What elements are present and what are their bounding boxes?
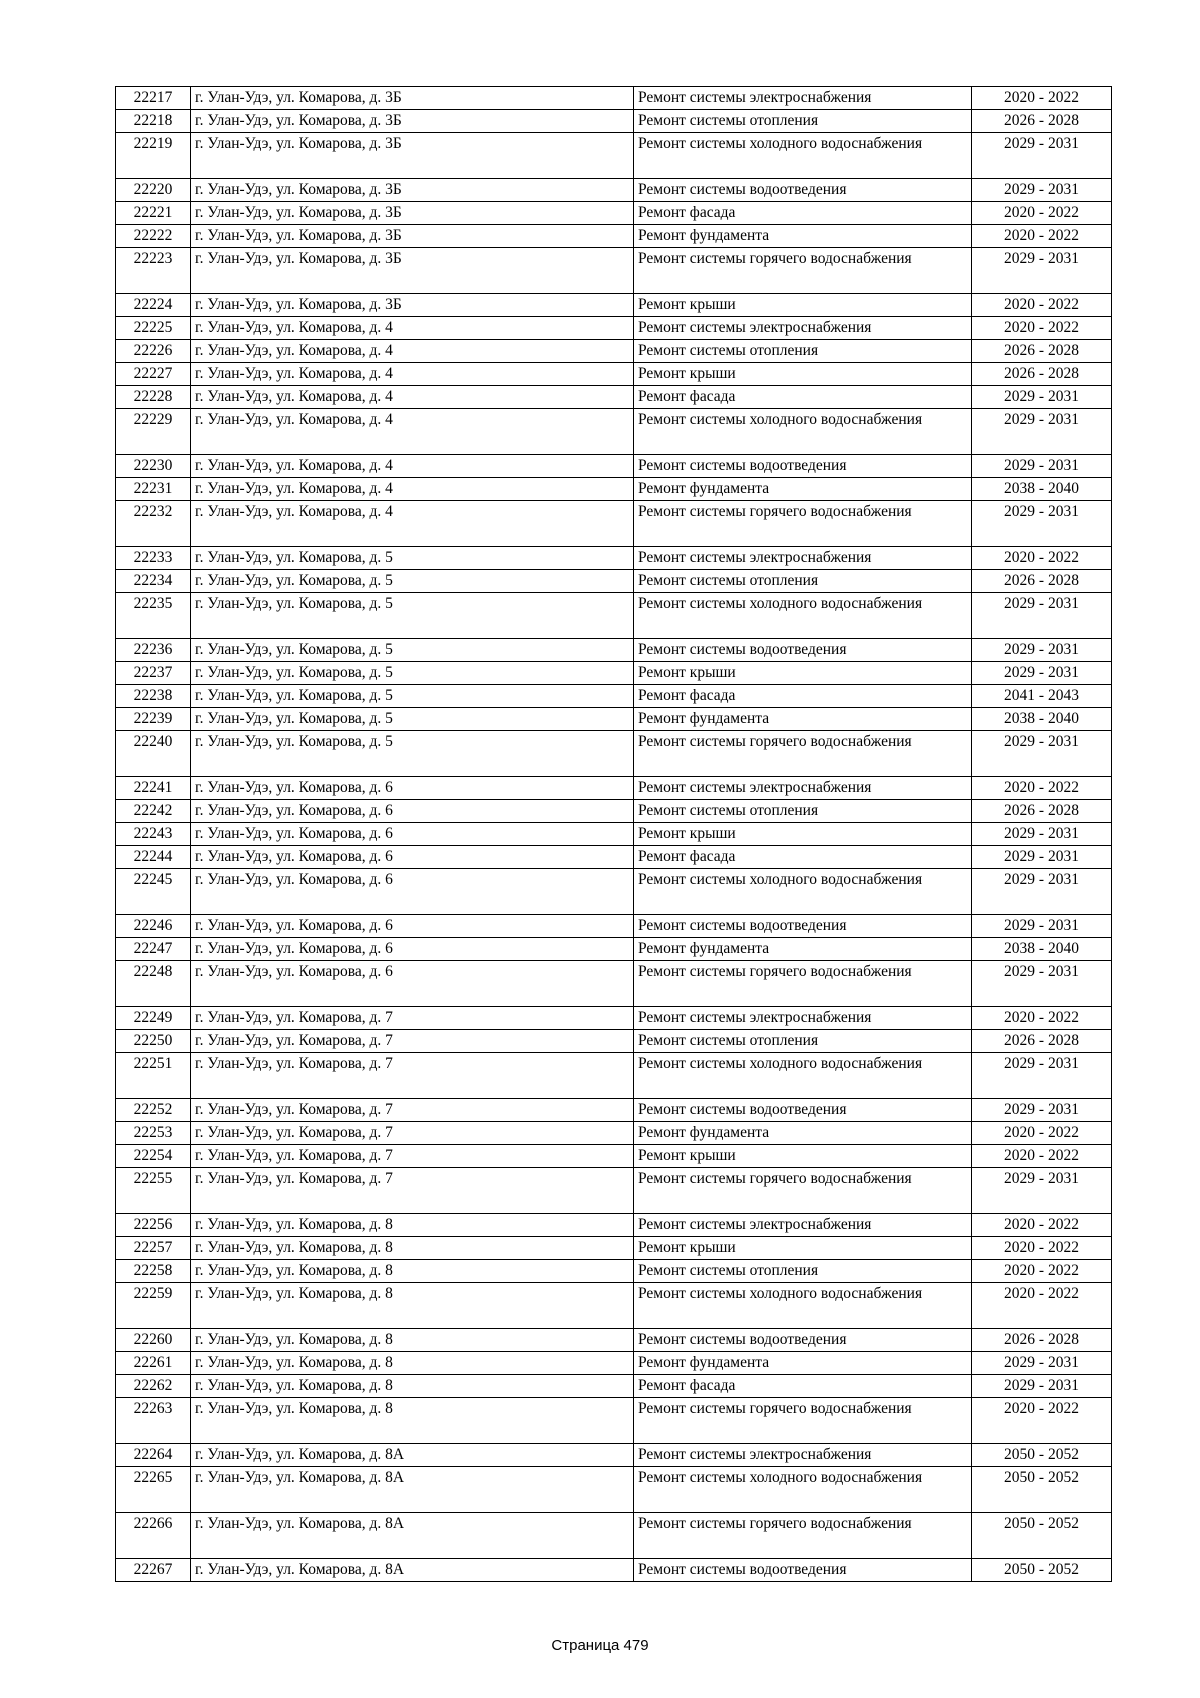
row-number-cell: 22240 [116,731,191,777]
table-row [116,1329,1112,1352]
period-cell: 2020 - 2022 [972,294,1112,317]
row-number-cell: 22267 [116,1559,191,1582]
period-cell: 2026 - 2028 [972,110,1112,133]
row-number-cell: 22234 [116,570,191,593]
work-type-cell: Ремонт крыши [634,662,972,685]
row-number-cell: 22224 [116,294,191,317]
address-cell: г. Улан-Удэ, ул. Комарова, д. 4 [191,501,634,547]
table-row [116,823,1112,846]
row-number-cell: 22261 [116,1352,191,1375]
row-number-cell: 22242 [116,800,191,823]
address-cell: г. Улан-Удэ, ул. Комарова, д. 3Б [191,133,634,179]
period-cell: 2041 - 2043 [972,685,1112,708]
row-number-cell: 22228 [116,386,191,409]
period-cell: 2020 - 2022 [972,225,1112,248]
table-row [116,1214,1112,1237]
row-number-cell: 22257 [116,1237,191,1260]
address-cell: г. Улан-Удэ, ул. Комарова, д. 4 [191,363,634,386]
address-cell: г. Улан-Удэ, ул. Комарова, д. 8 [191,1352,634,1375]
work-type-cell: Ремонт системы горячего водоснабжения [634,248,972,294]
address-cell: г. Улан-Удэ, ул. Комарова, д. 8А [191,1444,634,1467]
table-row [116,1007,1112,1030]
period-cell: 2029 - 2031 [972,1099,1112,1122]
row-number-cell: 22265 [116,1467,191,1513]
address-cell: г. Улан-Удэ, ул. Комарова, д. 4 [191,317,634,340]
work-type-cell: Ремонт системы электроснабжения [634,87,972,110]
table-row [116,662,1112,685]
period-cell: 2029 - 2031 [972,386,1112,409]
address-cell: г. Улан-Удэ, ул. Комарова, д. 3Б [191,225,634,248]
table-row [116,179,1112,202]
work-type-cell: Ремонт системы отопления [634,1030,972,1053]
address-cell: г. Улан-Удэ, ул. Комарова, д. 8 [191,1283,634,1329]
period-cell: 2020 - 2022 [972,547,1112,570]
work-type-cell: Ремонт системы водоотведения [634,455,972,478]
work-type-cell: Ремонт фундамента [634,225,972,248]
period-cell: 2029 - 2031 [972,846,1112,869]
address-cell: г. Улан-Удэ, ул. Комарова, д. 6 [191,869,634,915]
address-cell: г. Улан-Удэ, ул. Комарова, д. 5 [191,547,634,570]
work-type-cell: Ремонт системы водоотведения [634,915,972,938]
address-cell: г. Улан-Удэ, ул. Комарова, д. 7 [191,1145,634,1168]
work-type-cell: Ремонт фундамента [634,708,972,731]
row-number-cell: 22221 [116,202,191,225]
period-cell: 2029 - 2031 [972,501,1112,547]
table-row [116,1168,1112,1214]
work-type-cell: Ремонт системы электроснабжения [634,1214,972,1237]
table-row [116,800,1112,823]
table-row [116,1122,1112,1145]
period-cell: 2020 - 2022 [972,1398,1112,1444]
row-number-cell: 22226 [116,340,191,363]
table-row [116,110,1112,133]
work-type-cell: Ремонт системы горячего водоснабжения [634,961,972,1007]
work-type-cell: Ремонт системы холодного водоснабжения [634,1467,972,1513]
table-row [116,777,1112,800]
address-cell: г. Улан-Удэ, ул. Комарова, д. 6 [191,800,634,823]
address-cell: г. Улан-Удэ, ул. Комарова, д. 5 [191,662,634,685]
period-cell: 2026 - 2028 [972,340,1112,363]
table-row [116,547,1112,570]
work-type-cell: Ремонт крыши [634,1237,972,1260]
repair-schedule-table [115,86,1112,1582]
table-row [116,1145,1112,1168]
work-type-cell: Ремонт системы электроснабжения [634,547,972,570]
address-cell: г. Улан-Удэ, ул. Комарова, д. 5 [191,685,634,708]
period-cell: 2020 - 2022 [972,1260,1112,1283]
table-row [116,386,1112,409]
address-cell: г. Улан-Удэ, ул. Комарова, д. 8 [191,1329,634,1352]
row-number-cell: 22248 [116,961,191,1007]
table-row [116,731,1112,777]
work-type-cell: Ремонт крыши [634,294,972,317]
page-number: Страница 479 [551,1637,649,1654]
row-number-cell: 22255 [116,1168,191,1214]
period-cell: 2050 - 2052 [972,1444,1112,1467]
row-number-cell: 22246 [116,915,191,938]
row-number-cell: 22225 [116,317,191,340]
period-cell: 2029 - 2031 [972,1375,1112,1398]
table-row [116,363,1112,386]
row-number-cell: 22230 [116,455,191,478]
address-cell: г. Улан-Удэ, ул. Комарова, д. 7 [191,1053,634,1099]
table-row [116,87,1112,110]
table-row [116,501,1112,547]
address-cell: г. Улан-Удэ, ул. Комарова, д. 6 [191,777,634,800]
table-row [116,1030,1112,1053]
period-cell: 2020 - 2022 [972,1283,1112,1329]
period-cell: 2026 - 2028 [972,800,1112,823]
table-row [116,455,1112,478]
address-cell: г. Улан-Удэ, ул. Комарова, д. 3Б [191,110,634,133]
period-cell: 2038 - 2040 [972,478,1112,501]
row-number-cell: 22223 [116,248,191,294]
table-row [116,1283,1112,1329]
work-type-cell: Ремонт фундамента [634,1352,972,1375]
row-number-cell: 22236 [116,639,191,662]
work-type-cell: Ремонт системы электроснабжения [634,1007,972,1030]
period-cell: 2020 - 2022 [972,87,1112,110]
address-cell: г. Улан-Удэ, ул. Комарова, д. 6 [191,915,634,938]
row-number-cell: 22249 [116,1007,191,1030]
address-cell: г. Улан-Удэ, ул. Комарова, д. 4 [191,455,634,478]
address-cell: г. Улан-Удэ, ул. Комарова, д. 6 [191,823,634,846]
work-type-cell: Ремонт системы холодного водоснабжения [634,409,972,455]
address-cell: г. Улан-Удэ, ул. Комарова, д. 8А [191,1559,634,1582]
row-number-cell: 22233 [116,547,191,570]
work-type-cell: Ремонт фасада [634,1375,972,1398]
period-cell: 2020 - 2022 [972,777,1112,800]
row-number-cell: 22237 [116,662,191,685]
period-cell: 2029 - 2031 [972,409,1112,455]
table-row [116,1053,1112,1099]
work-type-cell: Ремонт фундамента [634,938,972,961]
address-cell: г. Улан-Удэ, ул. Комарова, д. 3Б [191,294,634,317]
table-row [116,1237,1112,1260]
work-type-cell: Ремонт системы электроснабжения [634,1444,972,1467]
table-row [116,1513,1112,1559]
table-row [116,478,1112,501]
row-number-cell: 22244 [116,846,191,869]
table-row [116,202,1112,225]
work-type-cell: Ремонт системы отопления [634,1260,972,1283]
period-cell: 2026 - 2028 [972,570,1112,593]
work-type-cell: Ремонт системы холодного водоснабжения [634,1283,972,1329]
table-row [116,317,1112,340]
work-type-cell: Ремонт системы горячего водоснабжения [634,1513,972,1559]
address-cell: г. Улан-Удэ, ул. Комарова, д. 5 [191,570,634,593]
table-row [116,1398,1112,1444]
row-number-cell: 22218 [116,110,191,133]
row-number-cell: 22217 [116,87,191,110]
work-type-cell: Ремонт системы отопления [634,570,972,593]
table-row [116,570,1112,593]
row-number-cell: 22253 [116,1122,191,1145]
period-cell: 2020 - 2022 [972,1214,1112,1237]
row-number-cell: 22252 [116,1099,191,1122]
work-type-cell: Ремонт крыши [634,363,972,386]
address-cell: г. Улан-Удэ, ул. Комарова, д. 3Б [191,202,634,225]
work-type-cell: Ремонт системы отопления [634,340,972,363]
row-number-cell: 22266 [116,1513,191,1559]
period-cell: 2029 - 2031 [972,639,1112,662]
period-cell: 2029 - 2031 [972,248,1112,294]
row-number-cell: 22238 [116,685,191,708]
address-cell: г. Улан-Удэ, ул. Комарова, д. 6 [191,938,634,961]
work-type-cell: Ремонт фундамента [634,1122,972,1145]
work-type-cell: Ремонт фасада [634,685,972,708]
table-row [116,1559,1112,1582]
period-cell: 2029 - 2031 [972,1352,1112,1375]
period-cell: 2026 - 2028 [972,363,1112,386]
address-cell: г. Улан-Удэ, ул. Комарова, д. 7 [191,1007,634,1030]
work-type-cell: Ремонт системы водоотведения [634,1099,972,1122]
work-type-cell: Ремонт системы отопления [634,110,972,133]
work-type-cell: Ремонт системы холодного водоснабжения [634,133,972,179]
period-cell: 2026 - 2028 [972,1030,1112,1053]
address-cell: г. Улан-Удэ, ул. Комарова, д. 8 [191,1237,634,1260]
period-cell: 2038 - 2040 [972,708,1112,731]
work-type-cell: Ремонт системы холодного водоснабжения [634,1053,972,1099]
table-row [116,294,1112,317]
period-cell: 2029 - 2031 [972,1053,1112,1099]
row-number-cell: 22258 [116,1260,191,1283]
work-type-cell: Ремонт системы водоотведения [634,639,972,662]
row-number-cell: 22262 [116,1375,191,1398]
table-row [116,639,1112,662]
period-cell: 2029 - 2031 [972,455,1112,478]
row-number-cell: 22250 [116,1030,191,1053]
address-cell: г. Улан-Удэ, ул. Комарова, д. 6 [191,961,634,1007]
work-type-cell: Ремонт системы горячего водоснабжения [634,501,972,547]
row-number-cell: 22243 [116,823,191,846]
work-type-cell: Ремонт системы горячего водоснабжения [634,1398,972,1444]
work-type-cell: Ремонт крыши [634,823,972,846]
work-type-cell: Ремонт системы водоотведения [634,1329,972,1352]
address-cell: г. Улан-Удэ, ул. Комарова, д. 8А [191,1467,634,1513]
period-cell: 2050 - 2052 [972,1513,1112,1559]
table-row [116,938,1112,961]
period-cell: 2020 - 2022 [972,1145,1112,1168]
table-row [116,133,1112,179]
work-type-cell: Ремонт системы отопления [634,800,972,823]
period-cell: 2020 - 2022 [972,1237,1112,1260]
row-number-cell: 22222 [116,225,191,248]
table-row [116,248,1112,294]
address-cell: г. Улан-Удэ, ул. Комарова, д. 6 [191,846,634,869]
period-cell: 2029 - 2031 [972,593,1112,639]
row-number-cell: 22229 [116,409,191,455]
period-cell: 2029 - 2031 [972,1168,1112,1214]
row-number-cell: 22264 [116,1444,191,1467]
period-cell: 2020 - 2022 [972,202,1112,225]
period-cell: 2038 - 2040 [972,938,1112,961]
row-number-cell: 22251 [116,1053,191,1099]
work-type-cell: Ремонт системы водоотведения [634,1559,972,1582]
address-cell: г. Улан-Удэ, ул. Комарова, д. 4 [191,340,634,363]
address-cell: г. Улан-Удэ, ул. Комарова, д. 8 [191,1398,634,1444]
table-row [116,685,1112,708]
address-cell: г. Улан-Удэ, ул. Комарова, д. 4 [191,478,634,501]
work-type-cell: Ремонт системы горячего водоснабжения [634,731,972,777]
row-number-cell: 22235 [116,593,191,639]
address-cell: г. Улан-Удэ, ул. Комарова, д. 7 [191,1030,634,1053]
work-type-cell: Ремонт системы электроснабжения [634,317,972,340]
table-row [116,1375,1112,1398]
work-type-cell: Ремонт фасада [634,202,972,225]
row-number-cell: 22220 [116,179,191,202]
period-cell: 2029 - 2031 [972,133,1112,179]
address-cell: г. Улан-Удэ, ул. Комарова, д. 7 [191,1168,634,1214]
row-number-cell: 22239 [116,708,191,731]
period-cell: 2029 - 2031 [972,869,1112,915]
address-cell: г. Улан-Удэ, ул. Комарова, д. 3Б [191,179,634,202]
address-cell: г. Улан-Удэ, ул. Комарова, д. 8 [191,1214,634,1237]
table-row [116,593,1112,639]
row-number-cell: 22232 [116,501,191,547]
period-cell: 2026 - 2028 [972,1329,1112,1352]
table-row [116,1099,1112,1122]
address-cell: г. Улан-Удэ, ул. Комарова, д. 8 [191,1375,634,1398]
row-number-cell: 22256 [116,1214,191,1237]
address-cell: г. Улан-Удэ, ул. Комарова, д. 5 [191,639,634,662]
work-type-cell: Ремонт фундамента [634,478,972,501]
period-cell: 2020 - 2022 [972,317,1112,340]
period-cell: 2029 - 2031 [972,823,1112,846]
row-number-cell: 22245 [116,869,191,915]
table-row [116,1467,1112,1513]
work-type-cell: Ремонт фасада [634,846,972,869]
period-cell: 2020 - 2022 [972,1122,1112,1145]
address-cell: г. Улан-Удэ, ул. Комарова, д. 5 [191,731,634,777]
work-type-cell: Ремонт системы горячего водоснабжения [634,1168,972,1214]
row-number-cell: 22260 [116,1329,191,1352]
period-cell: 2029 - 2031 [972,179,1112,202]
row-number-cell: 22219 [116,133,191,179]
row-number-cell: 22227 [116,363,191,386]
address-cell: г. Улан-Удэ, ул. Комарова, д. 4 [191,409,634,455]
row-number-cell: 22259 [116,1283,191,1329]
address-cell: г. Улан-Удэ, ул. Комарова, д. 8 [191,1260,634,1283]
period-cell: 2029 - 2031 [972,961,1112,1007]
table-row [116,708,1112,731]
table-row [116,915,1112,938]
work-type-cell: Ремонт системы водоотведения [634,179,972,202]
work-type-cell: Ремонт системы холодного водоснабжения [634,869,972,915]
table-row [116,340,1112,363]
table-row [116,961,1112,1007]
period-cell: 2050 - 2052 [972,1467,1112,1513]
address-cell: г. Улан-Удэ, ул. Комарова, д. 5 [191,708,634,731]
row-number-cell: 22254 [116,1145,191,1168]
table-row [116,1444,1112,1467]
table-row [116,1352,1112,1375]
row-number-cell: 22231 [116,478,191,501]
address-cell: г. Улан-Удэ, ул. Комарова, д. 4 [191,386,634,409]
period-cell: 2029 - 2031 [972,915,1112,938]
address-cell: г. Улан-Удэ, ул. Комарова, д. 7 [191,1122,634,1145]
work-type-cell: Ремонт фасада [634,386,972,409]
table-body [116,87,1112,1582]
period-cell: 2029 - 2031 [972,662,1112,685]
table-row [116,225,1112,248]
table-row [116,869,1112,915]
table-row [116,846,1112,869]
table-row [116,409,1112,455]
period-cell: 2020 - 2022 [972,1007,1112,1030]
row-number-cell: 22241 [116,777,191,800]
address-cell: г. Улан-Удэ, ул. Комарова, д. 3Б [191,248,634,294]
row-number-cell: 22247 [116,938,191,961]
row-number-cell: 22263 [116,1398,191,1444]
address-cell: г. Улан-Удэ, ул. Комарова, д. 3Б [191,87,634,110]
period-cell: 2029 - 2031 [972,731,1112,777]
work-type-cell: Ремонт системы холодного водоснабжения [634,593,972,639]
address-cell: г. Улан-Удэ, ул. Комарова, д. 5 [191,593,634,639]
work-type-cell: Ремонт системы электроснабжения [634,777,972,800]
table-row [116,1260,1112,1283]
work-type-cell: Ремонт крыши [634,1145,972,1168]
address-cell: г. Улан-Удэ, ул. Комарова, д. 8А [191,1513,634,1559]
address-cell: г. Улан-Удэ, ул. Комарова, д. 7 [191,1099,634,1122]
period-cell: 2050 - 2052 [972,1559,1112,1582]
